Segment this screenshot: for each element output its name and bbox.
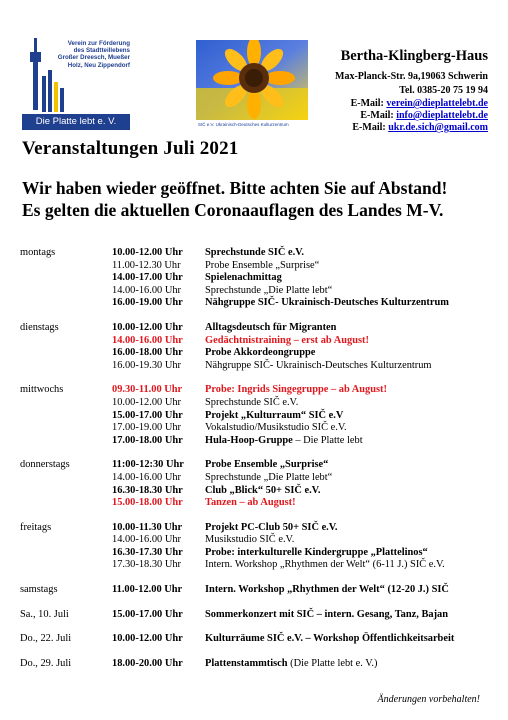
schedule-row [20, 584, 490, 597]
day-group [20, 522, 490, 572]
intro-line-2: Es gelten die aktuellen Coronaauflagen des Landes M-V. [22, 200, 444, 220]
time-cell: 16.30-18.30 Uhr [112, 484, 183, 496]
schedule-row [20, 247, 490, 260]
day-label: freitags [20, 521, 52, 533]
day-label: donnerstags [20, 459, 70, 471]
schedule-row [20, 658, 490, 671]
activity-cell [205, 522, 338, 535]
time-cell: 11.00-12.00 Uhr [112, 584, 183, 596]
activity-name: Plattenstammtisch [205, 657, 288, 669]
activity-name: Vokalstudio/Musikstudio SIČ e.V. [205, 422, 347, 434]
time-cell: 14.00-17.00 Uhr [112, 272, 183, 284]
activity-name: Probe Akkordeongruppe [205, 347, 316, 359]
time-cell: 09.30-11.00 Uhr [112, 384, 183, 396]
activity-cell [205, 472, 332, 485]
intro-line-1: Wir haben wieder geöffnet. Bitte achten Sie auf Abstand! [22, 178, 448, 198]
activity-name: Probe Ensemble „Surprise“ [205, 459, 329, 471]
day-label: Sa., 10. Juli [20, 608, 69, 620]
activity-cell [205, 247, 304, 260]
schedule-row [20, 335, 490, 348]
day-group [20, 633, 490, 646]
activity-name: Kulturräume SIČ e.V. – Workshop Öffentlichkeitsarbeit [205, 633, 455, 645]
activity-cell [205, 322, 336, 335]
activity-cell [205, 633, 454, 646]
activity-cell [205, 410, 343, 423]
day-group [20, 322, 490, 372]
schedule-row [20, 360, 490, 373]
activity-name: Musikstudio SIČ e.V. [205, 534, 295, 546]
activity-cell [205, 335, 369, 348]
activity-name: Probe: interkulturelle Kindergruppe „Plattelinos“ [205, 546, 428, 558]
schedule-row [20, 260, 490, 273]
schedule-table [20, 247, 490, 682]
time-cell: 10.00-11.30 Uhr [112, 521, 183, 533]
time-cell: 16.00-19.00 Uhr [112, 297, 183, 309]
activity-cell [205, 459, 328, 472]
activity-name: Projekt PC-Club 50+ SIČ e.V. [205, 521, 338, 533]
activity-cell [205, 485, 320, 498]
day-group [20, 384, 490, 447]
schedule-row [20, 322, 490, 335]
activity-name: Spielenachmittag [205, 272, 282, 284]
activity-cell [205, 584, 449, 597]
activity-name: Alltagsdeutsch für Migranten [205, 321, 337, 333]
activity-name: Sprechstunde SIČ e.V. [205, 396, 299, 408]
activity-cell [205, 347, 315, 360]
day-label: montags [20, 247, 56, 258]
activity-name: Sprechstunde SIČ e.V. [205, 247, 304, 258]
activity-cell [205, 534, 294, 547]
activity-name: Tanzen – ab August! [205, 497, 296, 509]
activity-name: Probe: Ingrids Singegruppe – ab August! [205, 384, 387, 396]
day-label: mittwochs [20, 384, 64, 396]
schedule-row [20, 522, 490, 535]
address: Max-Planck-Str. 9a,19063 Schwerin [335, 71, 488, 82]
email-row-2: E-Mail: info@dieplattelebt.de [360, 110, 488, 121]
schedule-row [20, 609, 490, 622]
time-cell: 15.00-17.00 Uhr [112, 409, 183, 421]
time-cell: 16.00-18.00 Uhr [112, 347, 183, 359]
schedule-row [20, 347, 490, 360]
schedule-row [20, 410, 490, 423]
activity-name: Gedächtnistraining – erst ab August! [205, 334, 369, 346]
activity-name: Nähgruppe SIČ- Ukrainisch-Deutsches Kulturzentrum [205, 297, 449, 309]
schedule-row [20, 459, 490, 472]
time-cell: 17.00-19.00 Uhr [112, 422, 181, 434]
day-label: Do., 29. Juli [20, 657, 72, 669]
activity-cell [205, 435, 363, 448]
day-group [20, 247, 490, 310]
schedule-row [20, 534, 490, 547]
day-group [20, 658, 490, 671]
time-cell: 14.00-16.00 Uhr [112, 471, 181, 483]
time-cell: 11:00-12:30 Uhr [112, 459, 184, 471]
verein-logo [22, 38, 130, 130]
email-link-verein[interactable]: verein@dieplattelebt.de [386, 98, 488, 109]
time-cell: 11.00-12.30 Uhr [112, 259, 181, 271]
activity-cell [205, 609, 448, 622]
time-cell: 15.00-18.00 Uhr [112, 497, 183, 509]
time-cell: 17.30-18.30 Uhr [112, 559, 181, 571]
house-name: Bertha-Klingberg-Haus [340, 48, 488, 64]
verein-text: Verein zur Förderung des Stadtteillebens Großer Dreesch, Mueßer Holz, Neu Zippendorf [57, 40, 130, 69]
day-label: samstags [20, 584, 58, 596]
schedule-row [20, 435, 490, 448]
page-title: Veranstaltungen Juli 2021 [22, 138, 239, 159]
day-label: Do., 22. Juli [20, 633, 72, 645]
time-cell: 10.00-12.00 Uhr [112, 321, 183, 333]
activity-suffix: – Die Platte lebt [292, 434, 363, 446]
day-group [20, 584, 490, 597]
activity-cell [205, 384, 387, 397]
time-cell: 10.00-12.00 Uhr [112, 247, 183, 258]
activity-cell [205, 360, 432, 373]
activity-name: Sprechstunde „Die Platte lebt“ [205, 284, 333, 296]
schedule-row [20, 384, 490, 397]
activity-cell [205, 547, 428, 560]
schedule-row [20, 485, 490, 498]
schedule-row [20, 297, 490, 310]
schedule-row [20, 472, 490, 485]
schedule-row [20, 285, 490, 298]
building-bars-icon [42, 68, 68, 112]
email-row-3: E-Mail: ukr.de.sich@gmail.com [352, 122, 488, 133]
activity-name: Intern. Workshop „Rhythmen der Welt“ (12-20 J.) SIČ [205, 584, 449, 596]
day-group [20, 459, 490, 509]
sunflower-image [196, 40, 308, 130]
activity-name: Hula-Hoop-Gruppe [205, 434, 293, 446]
activity-cell [205, 497, 296, 510]
activity-name: Sommerkonzert mit SIČ – intern. Gesang, Tanz, Bajan [205, 608, 449, 620]
logo-banner: Die Platte lebt e. V. [22, 114, 130, 130]
activity-cell [205, 559, 445, 572]
activity-cell [205, 260, 319, 273]
activity-name: Nähgruppe SIČ- Ukrainisch-Deutsches Kulturzentrum [205, 359, 432, 371]
activity-name: Intern. Workshop „Rhythmen der Welt“ (6-11 J.) SIČ e.V. [205, 559, 445, 571]
time-cell: 16.00-19.30 Uhr [112, 359, 181, 371]
activity-name: Projekt „Kulturraum“ SIČ e.V [205, 409, 344, 421]
telephone: Tel. 0385-20 75 19 94 [399, 85, 488, 96]
email-link-sich[interactable]: ukr.de.sich@gmail.com [388, 122, 488, 133]
email-link-info[interactable]: info@dieplattelebt.de [396, 110, 488, 121]
day-group [20, 609, 490, 622]
activity-cell [205, 397, 298, 410]
activity-cell [205, 297, 449, 310]
time-cell: 15.00-17.00 Uhr [112, 608, 183, 620]
schedule-row [20, 422, 490, 435]
time-cell: 18.00-20.00 Uhr [112, 657, 183, 669]
time-cell: 10.00-12.00 Uhr [112, 633, 183, 645]
time-cell: 17.00-18.00 Uhr [112, 434, 183, 446]
activity-suffix: (Die Platte lebt e. V.) [287, 657, 378, 669]
flower-caption: SIČ e.V. Ukrainisch-Deutsches Kulturzentrum [198, 122, 289, 127]
time-cell: 10.00-12.00 Uhr [112, 396, 181, 408]
time-cell: 14.00-16.00 Uhr [112, 334, 183, 346]
schedule-row [20, 272, 490, 285]
schedule-row [20, 497, 490, 510]
email-row-1: E-Mail: verein@dieplattelebt.de [350, 98, 488, 109]
time-cell: 14.00-16.00 Uhr [112, 284, 181, 296]
activity-cell [205, 272, 282, 285]
schedule-row [20, 547, 490, 560]
sunflower-icon [196, 40, 308, 130]
schedule-row [20, 397, 490, 410]
activity-cell [205, 658, 377, 671]
changes-note: Änderungen vorbehalten! [377, 694, 480, 705]
activity-name: Club „Blick“ 50+ SIČ e.V. [205, 484, 321, 496]
day-label: dienstags [20, 321, 59, 333]
time-cell: 16.30-17.30 Uhr [112, 546, 183, 558]
activity-name: Sprechstunde „Die Platte lebt“ [205, 471, 333, 483]
activity-cell [205, 422, 347, 435]
activity-name: Probe Ensemble „Surprise“ [205, 259, 320, 271]
time-cell: 14.00-16.00 Uhr [112, 534, 181, 546]
schedule-row [20, 633, 490, 646]
activity-cell [205, 285, 332, 298]
schedule-row [20, 559, 490, 572]
